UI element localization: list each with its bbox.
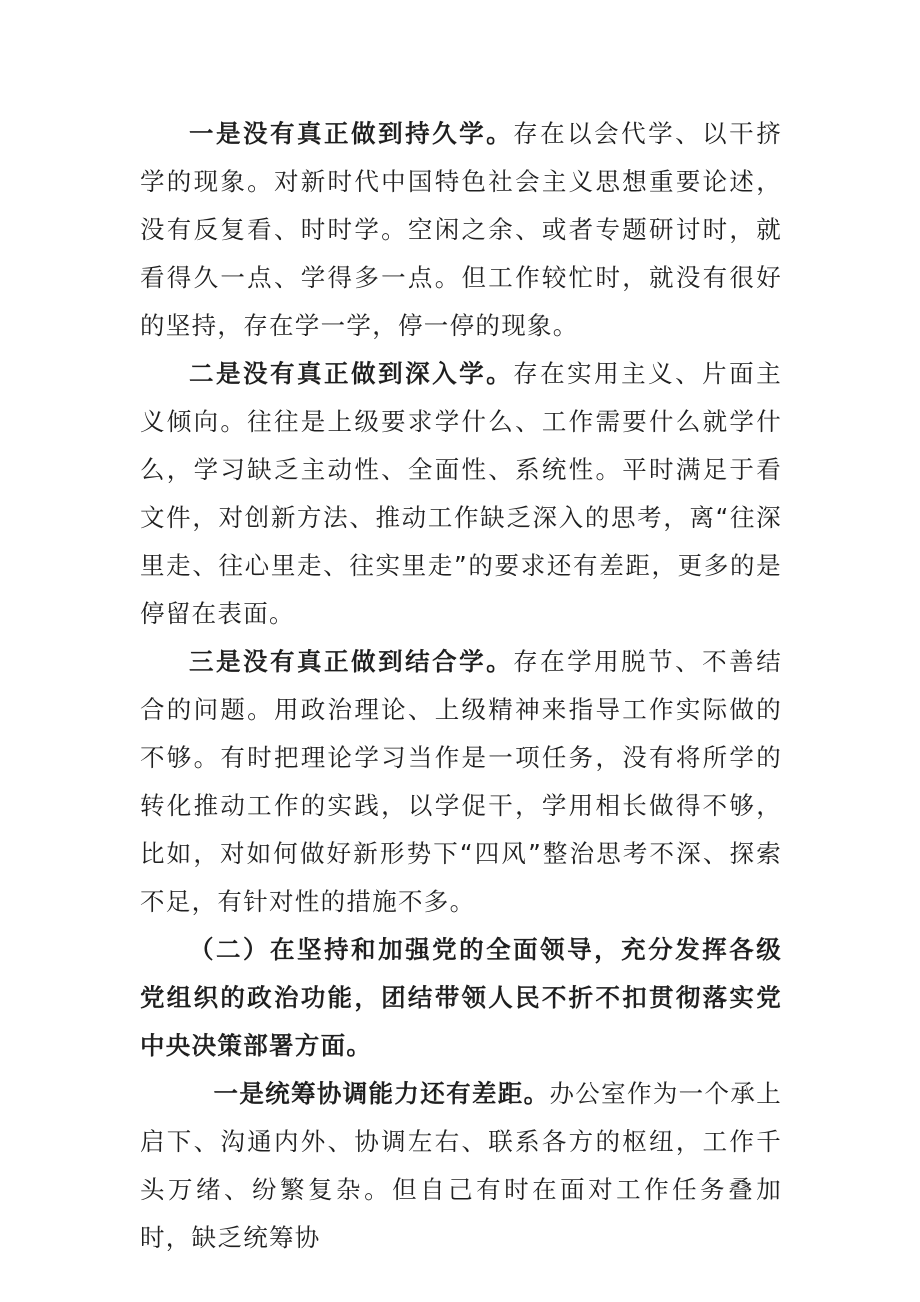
paragraph-4 <box>140 1070 782 1262</box>
paragraph-4-body: 办公室作为一个承上启下、沟通内外、协调左右、联系各方的枢纽，工作千头万绪、纷繁复杂。但自己有时在面对工作任务叠加时，缺乏统筹协 <box>140 1079 782 1252</box>
paragraph-3 <box>140 638 782 926</box>
paragraph-1-body: 存在以会代学、以干挤学的现象。对新时代中国特色社会主义思想重要论述，没有反复看、时时学。空闲之余、或者专题研讨时，就看得久一点、学得多一点。但工作较忙时，就没有很好的坚持，存在学一学，停一停的现象。 <box>140 119 782 340</box>
paragraph-2-lead: 二是没有真正做到深入学。 <box>189 359 514 388</box>
section-heading: （二）在坚持和加强党的全面领导，充分发挥各级党组织的政治功能，团结带领人民不折不扣贯彻落实党中央决策部署方面。 <box>140 935 782 1060</box>
document-body <box>140 110 782 1262</box>
paragraph-2-body: 存在实用主义、片面主义倾向。往往是上级要求学什么、工作需要什么就学什么，学习缺乏主动性、全面性、系统性。平时满足于看文件，对创新方法、推动工作缺乏深入的思考，离“往深里走、往心里走、往实里走”的要求还有差距，更多的是停留在表面。 <box>140 359 782 628</box>
paragraph-1-lead: 一是没有真正做到持久学。 <box>189 119 514 148</box>
paragraph-2 <box>140 350 782 638</box>
paragraph-3-lead: 三是没有真正做到结合学。 <box>189 647 514 676</box>
paragraph-3-body: 存在学用脱节、不善结合的问题。用政治理论、上级精神来指导工作实际做的不够。有时把理论学习当作是一项任务，没有将所学的转化推动工作的实践，以学促干，学用相长做得不够，比如，对如何做好新形势下“四风”整治思考不深、探索不足，有针对性的措施不多。 <box>140 647 782 916</box>
paragraph-1 <box>140 110 782 350</box>
paragraph-4-lead: 一是统筹协调能力还有差距。 <box>213 1079 550 1108</box>
